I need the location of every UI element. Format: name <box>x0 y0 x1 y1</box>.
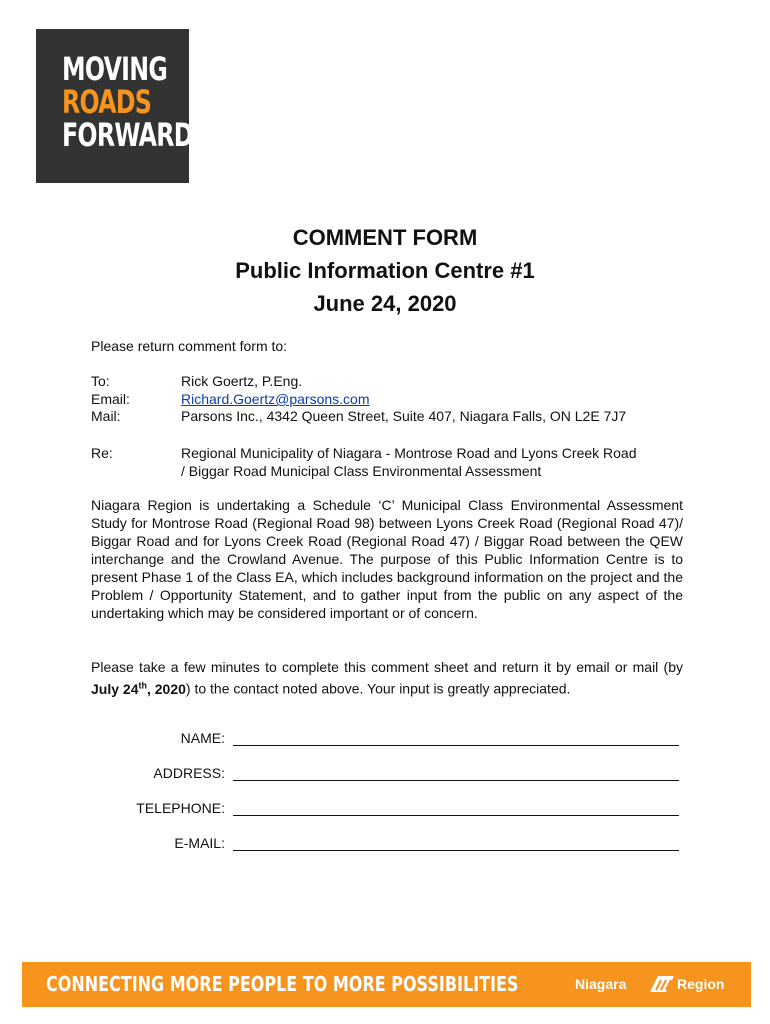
request-text-after: ) to the contact noted above. Your input is greatly appreciated. <box>185 680 571 697</box>
contact-email-link[interactable]: Richard.Goertz@parsons.com <box>181 391 370 407</box>
niagara-region-mark-icon <box>648 972 676 996</box>
moving-roads-forward-logo <box>36 29 193 183</box>
re-line-1: Regional Municipality of Niagara - Montrose Road and Lyons Creek Road <box>181 445 637 461</box>
deadline-date: July 24th, 2020 <box>91 680 186 697</box>
footer-banner <box>22 962 751 1007</box>
mail-label: Mail: <box>91 408 121 424</box>
form-heading <box>0 221 770 320</box>
re-label: Re: <box>91 445 113 461</box>
address-label: ADDRESS: <box>153 765 225 781</box>
mail-address: Parsons Inc., 4342 Queen Street, Suite 407, Niagara Falls, ON L2E 7J7 <box>181 408 627 424</box>
email-label: Email: <box>91 391 130 407</box>
logo-line-3: FORWARD <box>62 116 193 154</box>
brand-left: Niagara <box>575 976 627 992</box>
logo-line-1: MOVING <box>62 50 168 88</box>
telephone-field[interactable] <box>233 815 679 816</box>
email-field[interactable] <box>233 850 679 851</box>
brand-right: Region <box>677 976 725 992</box>
request-text-before: Please take a few minutes to complete this comment sheet and return it by email or mail (by <box>91 659 683 675</box>
name-label: NAME: <box>180 730 225 746</box>
logo-line-2: ROADS <box>62 83 152 121</box>
heading-title: COMMENT FORM <box>292 225 478 250</box>
return-instruction: Please return comment form to: <box>91 338 288 354</box>
to-label: To: <box>91 373 110 389</box>
heading-date: June 24, 2020 <box>313 291 457 316</box>
email-field-label: E-MAIL: <box>174 835 225 851</box>
address-field[interactable] <box>233 780 679 781</box>
request-paragraph <box>91 658 683 698</box>
niagara-region-logo <box>571 969 751 1000</box>
body-paragraph: Niagara Region is undertaking a Schedule ‘C’ Municipal Class Environmental Assessment Study for Montrose Road (Regional Road 98) between Lyons Creek Road (Regional Road 47)/ Biggar Road and for Lyons Creek Road (Regional Road 47) / Biggar Road between the QEW interchange and the Crowland Avenue. The purpose of this Public Information Centre is to present Phase 1 of the Class EA, which includes background information on the project and the Problem / Opportunity Statement, and to gather input from the public on any aspect of the undertaking which may be considered important or of concern. <box>91 497 683 621</box>
footer-tagline: CONNECTING MORE PEOPLE TO MORE POSSIBILITIES <box>46 972 519 996</box>
to-value: Rick Goertz, P.Eng. <box>181 373 303 389</box>
name-field[interactable] <box>233 745 679 746</box>
re-line-2: / Biggar Road Municipal Class Environmental Assessment <box>181 463 542 479</box>
telephone-label: TELEPHONE: <box>136 800 225 816</box>
heading-event: Public Information Centre #1 <box>235 258 535 283</box>
